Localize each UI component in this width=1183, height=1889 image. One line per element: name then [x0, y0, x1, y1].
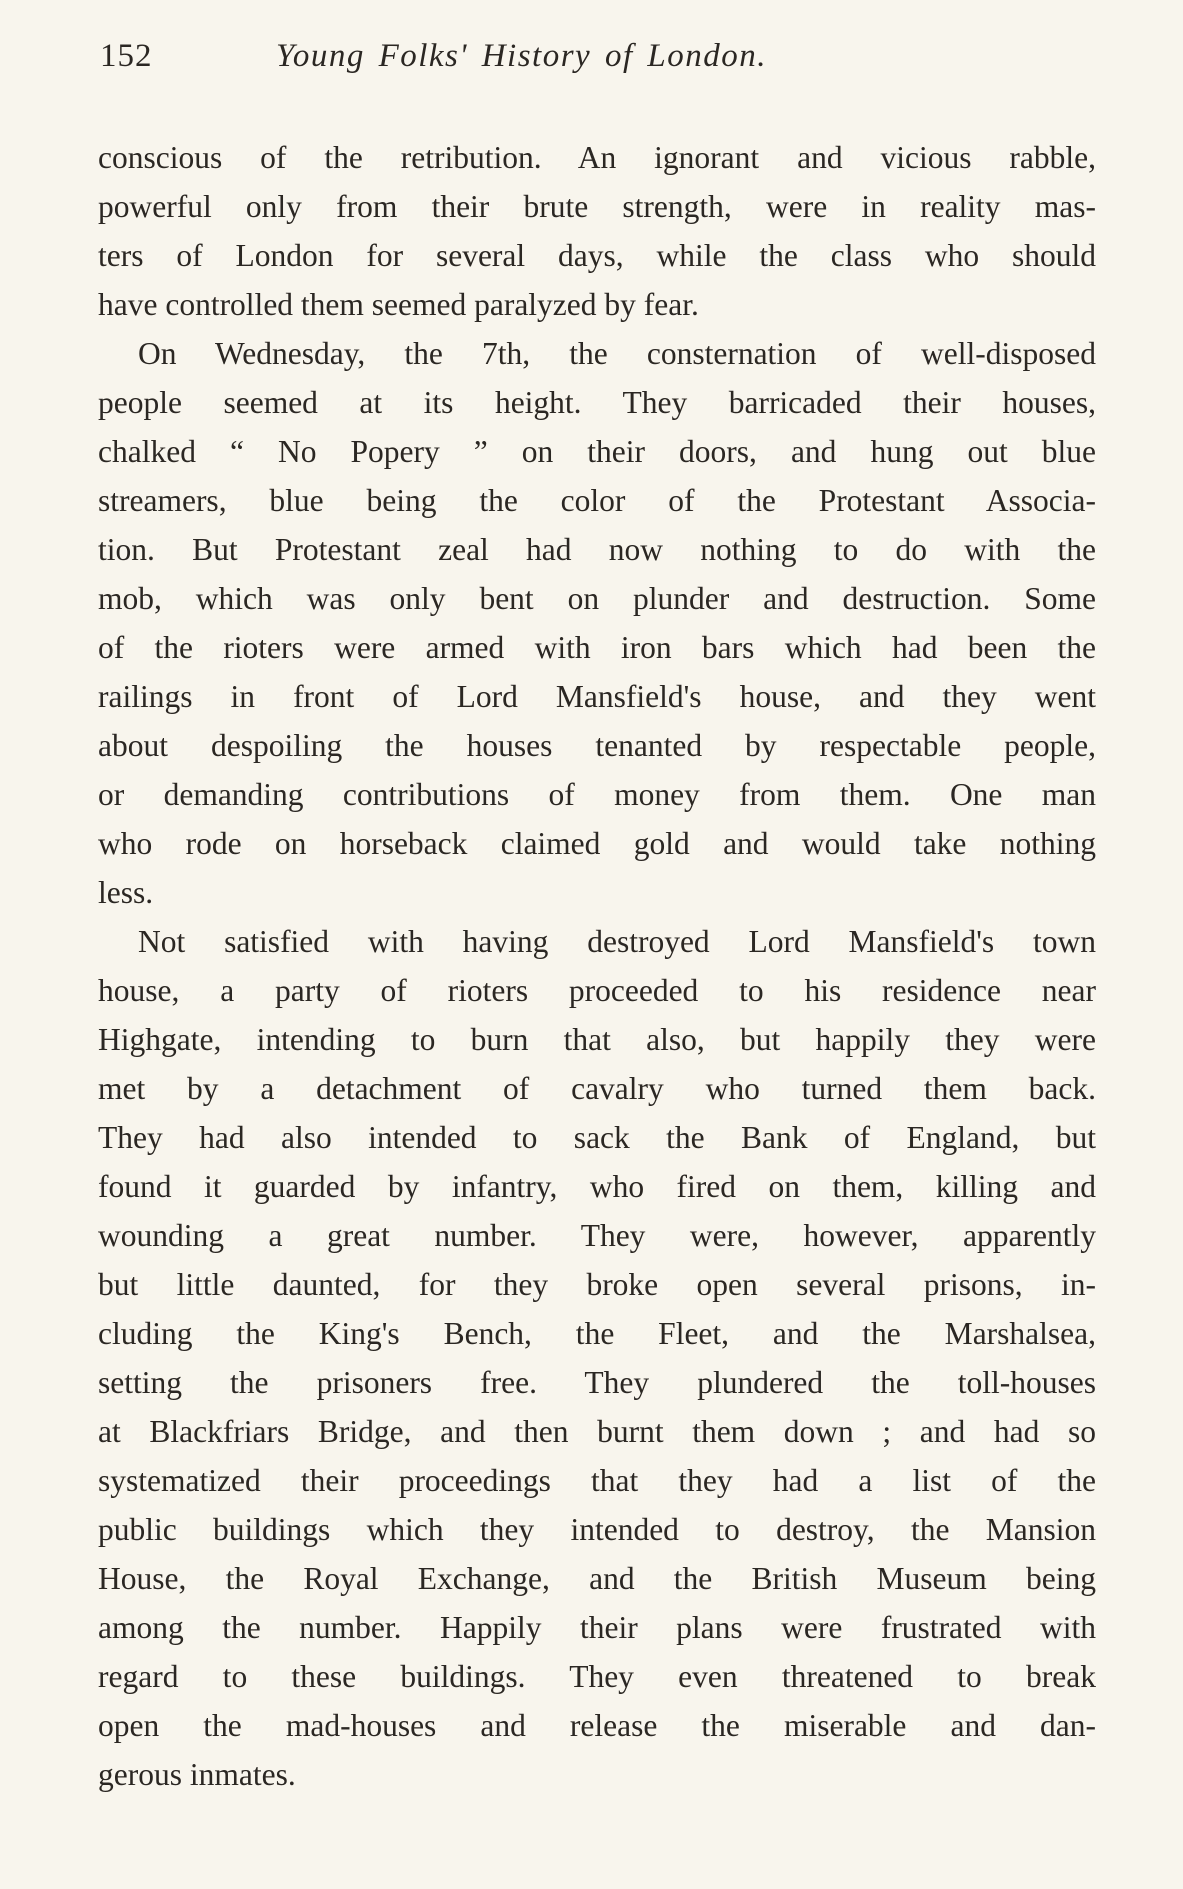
text-line: about despoiling the houses tenanted by respectable people, [98, 728, 1096, 763]
body-text [98, 133, 1096, 1799]
paragraph [98, 329, 1096, 917]
paragraph [98, 917, 1096, 1799]
text-line: systematized their proceedings that they had a list of the [98, 1463, 1096, 1498]
text-line: regard to these buildings. They even threatened to break [98, 1659, 1096, 1694]
text-line: have controlled them seemed paralyzed by fear. [98, 287, 699, 322]
text-line: House, the Royal Exchange, and the British Museum being [98, 1561, 1096, 1596]
text-line: Not satisfied with having destroyed Lord Mansfield's town [138, 924, 1096, 959]
text-line: On Wednesday, the 7th, the consternation of well-disposed [138, 336, 1096, 371]
text-line: but little daunted, for they broke open several prisons, in- [98, 1267, 1096, 1302]
text-line: wounding a great number. They were, however, apparently [98, 1218, 1096, 1253]
text-line: or demanding contributions of money from them. One man [98, 777, 1096, 812]
text-line: among the number. Happily their plans were frustrated with [98, 1610, 1096, 1645]
text-line: conscious of the retribution. An ignorant and vicious rabble, [98, 140, 1096, 175]
text-line: railings in front of Lord Mansfield's house, and they went [98, 679, 1096, 714]
text-line: cluding the King's Bench, the Fleet, and the Marshalsea, [98, 1316, 1096, 1351]
text-line: who rode on horseback claimed gold and would take nothing [98, 826, 1096, 861]
text-line: setting the prisoners free. They plundered the toll-houses [98, 1365, 1096, 1400]
text-line: house, a party of rioters proceeded to his residence near [98, 973, 1096, 1008]
text-line: chalked “ No Popery ” on their doors, and hung out blue [98, 434, 1096, 469]
page-number: 152 [100, 38, 153, 74]
text-line: of the rioters were armed with iron bars which had been the [98, 630, 1096, 665]
text-line: found it guarded by infantry, who fired on them, killing and [98, 1169, 1096, 1204]
text-line: ters of London for several days, while the class who should [98, 238, 1096, 273]
text-line: streamers, blue being the color of the Protestant Associa- [98, 483, 1096, 518]
running-title: Young Folks' History of London. [276, 38, 767, 74]
text-line: They had also intended to sack the Bank of England, but [98, 1120, 1096, 1155]
text-line: tion. But Protestant zeal had now nothing to do with the [98, 532, 1096, 567]
text-line: met by a detachment of cavalry who turned them back. [98, 1071, 1096, 1106]
text-line: powerful only from their brute strength, were in reality mas- [98, 189, 1096, 224]
text-line: at Blackfriars Bridge, and then burnt them down ; and had so [98, 1414, 1096, 1449]
text-line: public buildings which they intended to destroy, the Mansion [98, 1512, 1096, 1547]
paragraph [98, 133, 1096, 329]
text-line: mob, which was only bent on plunder and destruction. Some [98, 581, 1096, 616]
text-line: gerous inmates. [98, 1757, 296, 1792]
text-line: open the mad-houses and release the miserable and dan- [98, 1708, 1096, 1743]
text-line: Highgate, intending to burn that also, but happily they were [98, 1022, 1096, 1057]
text-line: people seemed at its height. They barricaded their houses, [98, 385, 1096, 420]
text-line: less. [98, 875, 154, 910]
page-header [100, 38, 1100, 88]
